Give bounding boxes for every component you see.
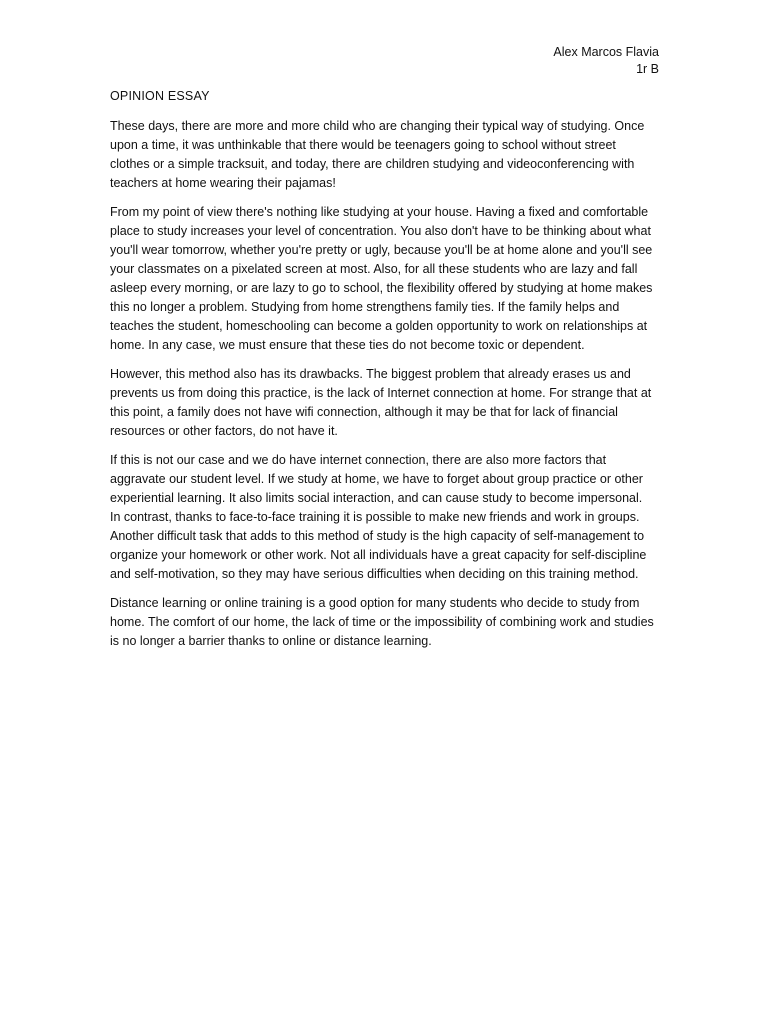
paragraph-5: Distance learning or online training is a good option for many students who decide to study from home. The comfort of our home, the lack of time or the impossibility of combining work and studies is no longer a barrier thanks to online or distance learning.: [110, 596, 654, 648]
paragraph-3: However, this method also has its drawbacks. The biggest problem that already erases us and prevents us from doing this practice, is the lack of Internet connection at home. For strange that at this point, a family does not have wifi connection, although it may be that for lack of financial resources or other factors, do not have it.: [110, 367, 652, 438]
author-name: Alex Marcos Flavia: [553, 45, 659, 59]
paragraph-1: These days, there are more and more child who are changing their typical way of studying. Once upon a time, it was unthinkable that there would be teenagers going to school without street clothes or a simple tracksuit, and today, there are children studying and videoconferencing with teachers at home wearing their pajamas!: [110, 119, 645, 190]
paragraph-2: From my point of view there's nothing like studying at your house. Having a fixed and comfortable place to study increases your level of concentration. You also don't have to be thinking about what you'll wear tomorrow, whether you're pretty or ugly, because you'll be at home alone and you'll see your classmates on a pixelated screen at most. Also, for all these students who are lazy and fall asleep every morning, or are lazy to go to school, the flexibility offered by studying at home makes this no longer a problem. Studying from home strengthens family ties. If the family helps and teaches the student, homeschooling can become a golden opportunity to work on relationships at home. In any case, we must ensure that these ties do not become toxic or dependent.: [110, 205, 653, 352]
class-label: 1r B: [636, 62, 659, 76]
author-header: [553, 44, 659, 78]
paragraph-4: If this is not our case and we do have internet connection, there are also more factors that aggravate our student level. If we study at home, we have to forget about group practice or other experiential learning. It also limits social interaction, and can cause study to become impersonal. In contrast, thanks to face-to-face training it is possible to make new friends and work in groups. Another difficult task that adds to this method of study is the high capacity of self-management to organize your homework or other work. Not all individuals have a great capacity for self-discipline and self-motivation, so they may have serious difficulties when deciding on this training method.: [110, 453, 647, 581]
essay-body: [110, 117, 655, 661]
essay-title: OPINION ESSAY: [110, 89, 210, 103]
